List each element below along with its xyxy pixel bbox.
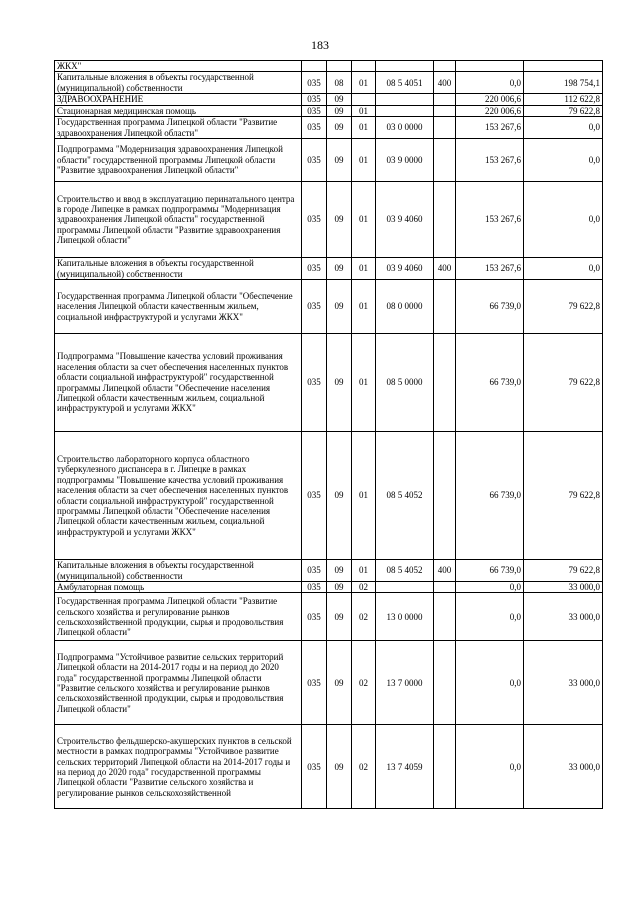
row-sum-1: 220 006,6 <box>456 94 524 105</box>
row-section: 08 <box>327 72 352 94</box>
table-row <box>55 105 603 116</box>
row-sum-2: 33 000,0 <box>524 725 603 809</box>
row-expense-type <box>434 582 456 593</box>
table-row <box>55 593 603 641</box>
row-sum-1: 0,0 <box>456 593 524 641</box>
row-section: 09 <box>327 182 352 258</box>
table-row <box>55 61 603 72</box>
row-target-article: 08 5 0000 <box>376 334 434 432</box>
row-expense-type: 400 <box>434 258 456 280</box>
row-target-article: 13 7 4059 <box>376 725 434 809</box>
row-name: ЖКХ" <box>55 61 302 72</box>
row-admin-code: 035 <box>302 139 327 182</box>
row-subsection: 01 <box>352 182 376 258</box>
row-name: Строительство и ввод в эксплуатацию перинатального центра в городе Липецке в рамках подпрограммы "Модернизация здравоохранения Липецкой области" государственной программы Липецкой области "Развитие здравоохранения Липецкой области" <box>55 182 302 258</box>
table-row <box>55 725 603 809</box>
row-expense-type <box>434 182 456 258</box>
row-subsection: 01 <box>352 72 376 94</box>
row-name: Подпрограмма "Повышение качества условий проживания населения области за счет обеспечения населенных пунктов области социальной инфраструктурой" государственной программы Липецкой области "Обеспечение населения Липецкой области качественным жильем, социальной инфраструктурой и услугами ЖКХ" <box>55 334 302 432</box>
row-target-article: 03 9 4060 <box>376 182 434 258</box>
row-sum-2: 79 622,8 <box>524 105 603 116</box>
row-admin-code: 035 <box>302 725 327 809</box>
row-target-article: 08 0 0000 <box>376 280 434 334</box>
row-sum-2 <box>524 61 603 72</box>
row-sum-1 <box>456 61 524 72</box>
row-section: 09 <box>327 432 352 560</box>
row-target-article: 03 9 0000 <box>376 139 434 182</box>
row-sum-2: 0,0 <box>524 139 603 182</box>
row-subsection: 02 <box>352 593 376 641</box>
row-subsection: 01 <box>352 560 376 582</box>
budget-table <box>54 60 603 809</box>
row-target-article <box>376 105 434 116</box>
table-row <box>55 280 603 334</box>
row-expense-type <box>434 94 456 105</box>
row-section: 09 <box>327 582 352 593</box>
row-name: Строительство фельдшерско-акушерских пунктов в сельской местности в рамках подпрограммы "Устойчивое развитие сельских территорий Липецкой области на 2014-2017 годы и на период до 2020 года" государственной программы Липецкой области "Развитие сельского хозяйства и регулирование рынков сельскохозяйственной <box>55 725 302 809</box>
row-section: 09 <box>327 725 352 809</box>
row-section: 09 <box>327 105 352 116</box>
row-sum-2: 79 622,8 <box>524 280 603 334</box>
row-subsection: 01 <box>352 280 376 334</box>
row-target-article <box>376 582 434 593</box>
row-section: 09 <box>327 641 352 725</box>
row-name: Капитальные вложения в объекты государственной (муниципальной) собственности <box>55 72 302 94</box>
row-expense-type <box>434 725 456 809</box>
row-admin-code: 035 <box>302 560 327 582</box>
row-subsection: 01 <box>352 105 376 116</box>
row-admin-code: 035 <box>302 182 327 258</box>
row-sum-1: 66 739,0 <box>456 280 524 334</box>
row-name: Строительство лабораторного корпуса областного туберкулезного диспансера в г. Липецке в рамках подпрограммы "Повышение качества условий проживания населения области за счет обеспечения населенных пунктов области социальной инфраструктурой" государственной программы Липецкой области "Обеспечение населения Липецкой области качественным жильем, социальной инфраструктурой и услугами ЖКХ" <box>55 432 302 560</box>
row-admin-code <box>302 61 327 72</box>
row-subsection: 02 <box>352 725 376 809</box>
row-section: 09 <box>327 139 352 182</box>
row-section: 09 <box>327 117 352 139</box>
row-name: Амбулаторная помощь <box>55 582 302 593</box>
row-sum-1: 220 006,6 <box>456 105 524 116</box>
row-sum-1: 153 267,6 <box>456 139 524 182</box>
row-sum-1: 66 739,0 <box>456 334 524 432</box>
row-sum-2: 33 000,0 <box>524 641 603 725</box>
row-subsection: 02 <box>352 641 376 725</box>
row-sum-1: 0,0 <box>456 725 524 809</box>
row-expense-type: 400 <box>434 560 456 582</box>
row-admin-code: 035 <box>302 641 327 725</box>
row-subsection: 01 <box>352 139 376 182</box>
row-sum-1: 66 739,0 <box>456 432 524 560</box>
row-section: 09 <box>327 280 352 334</box>
row-section <box>327 61 352 72</box>
row-section: 09 <box>327 560 352 582</box>
row-subsection: 01 <box>352 117 376 139</box>
row-sum-1: 0,0 <box>456 641 524 725</box>
row-sum-2: 112 622,8 <box>524 94 603 105</box>
row-subsection: 01 <box>352 334 376 432</box>
row-admin-code: 035 <box>302 593 327 641</box>
row-target-article <box>376 61 434 72</box>
row-expense-type <box>434 334 456 432</box>
row-sum-2: 0,0 <box>524 258 603 280</box>
row-sum-2: 79 622,8 <box>524 334 603 432</box>
row-name: Стационарная медицинская помощь <box>55 105 302 116</box>
table-row <box>55 182 603 258</box>
row-name: Государственная программа Липецкой области "Обеспечение населения Липецкой области качественным жильем, социальной инфраструктурой и услугами ЖКХ" <box>55 280 302 334</box>
table-row <box>55 582 603 593</box>
row-target-article <box>376 94 434 105</box>
row-section: 09 <box>327 258 352 280</box>
row-section: 09 <box>327 334 352 432</box>
row-admin-code: 035 <box>302 94 327 105</box>
row-target-article: 13 0 0000 <box>376 593 434 641</box>
row-section: 09 <box>327 94 352 105</box>
row-admin-code: 035 <box>302 432 327 560</box>
row-admin-code: 035 <box>302 117 327 139</box>
row-sum-1: 153 267,6 <box>456 117 524 139</box>
row-expense-type <box>434 139 456 182</box>
table-row <box>55 72 603 94</box>
row-sum-1: 66 739,0 <box>456 560 524 582</box>
table-row <box>55 258 603 280</box>
row-sum-1: 153 267,6 <box>456 258 524 280</box>
row-name: Подпрограмма "Модернизация здравоохранения Липецкой области" государственной программы Липецкой области "Развитие здравоохранения Липецкой области" <box>55 139 302 182</box>
row-admin-code: 035 <box>302 105 327 116</box>
table-row <box>55 641 603 725</box>
row-expense-type <box>434 432 456 560</box>
row-sum-2: 79 622,8 <box>524 432 603 560</box>
row-target-article: 03 9 4060 <box>376 258 434 280</box>
row-sum-2: 33 000,0 <box>524 582 603 593</box>
row-admin-code: 035 <box>302 72 327 94</box>
row-sum-2: 33 000,0 <box>524 593 603 641</box>
row-sum-2: 198 754,1 <box>524 72 603 94</box>
row-admin-code: 035 <box>302 334 327 432</box>
row-target-article: 03 0 0000 <box>376 117 434 139</box>
row-target-article: 08 5 4052 <box>376 432 434 560</box>
table-row <box>55 432 603 560</box>
row-subsection: 02 <box>352 582 376 593</box>
row-sum-1: 153 267,6 <box>456 182 524 258</box>
row-sum-1: 0,0 <box>456 72 524 94</box>
row-name: ЗДРАВООХРАНЕНИЕ <box>55 94 302 105</box>
row-subsection: 01 <box>352 432 376 560</box>
row-name: Капитальные вложения в объекты государственной (муниципальной) собственности <box>55 560 302 582</box>
table-row <box>55 94 603 105</box>
row-expense-type <box>434 117 456 139</box>
row-admin-code: 035 <box>302 258 327 280</box>
row-name: Капитальные вложения в объекты государственной (муниципальной) собственности <box>55 258 302 280</box>
page-number: 183 <box>311 38 329 52</box>
row-sum-1: 0,0 <box>456 582 524 593</box>
table-row <box>55 139 603 182</box>
row-name: Государственная программа Липецкой области "Развитие сельского хозяйства и регулирование рынков сельскохозяйственной продукции, сырья и продовольствия Липецкой области" <box>55 593 302 641</box>
row-expense-type <box>434 61 456 72</box>
row-admin-code: 035 <box>302 582 327 593</box>
row-target-article: 08 5 4051 <box>376 72 434 94</box>
table-row <box>55 117 603 139</box>
row-admin-code: 035 <box>302 280 327 334</box>
row-expense-type <box>434 593 456 641</box>
row-name: Государственная программа Липецкой области "Развитие здравоохранения Липецкой области" <box>55 117 302 139</box>
row-sum-2: 0,0 <box>524 182 603 258</box>
row-expense-type: 400 <box>434 72 456 94</box>
row-sum-2: 79 622,8 <box>524 560 603 582</box>
row-section: 09 <box>327 593 352 641</box>
row-subsection <box>352 61 376 72</box>
row-expense-type <box>434 280 456 334</box>
row-target-article: 08 5 4052 <box>376 560 434 582</box>
table-row <box>55 334 603 432</box>
row-expense-type <box>434 105 456 116</box>
row-subsection: 01 <box>352 258 376 280</box>
row-sum-2: 0,0 <box>524 117 603 139</box>
table-row <box>55 560 603 582</box>
row-target-article: 13 7 0000 <box>376 641 434 725</box>
row-expense-type <box>434 641 456 725</box>
row-subsection <box>352 94 376 105</box>
row-name: Подпрограмма "Устойчивое развитие сельских территорий Липецкой области на 2014-2017 годы и на период до 2020 года" государственной программы Липецкой области "Развитие сельского хозяйства и регулирование рынков сельскохозяйственной продукции, сырья и продовольствия Липецкой области" <box>55 641 302 725</box>
